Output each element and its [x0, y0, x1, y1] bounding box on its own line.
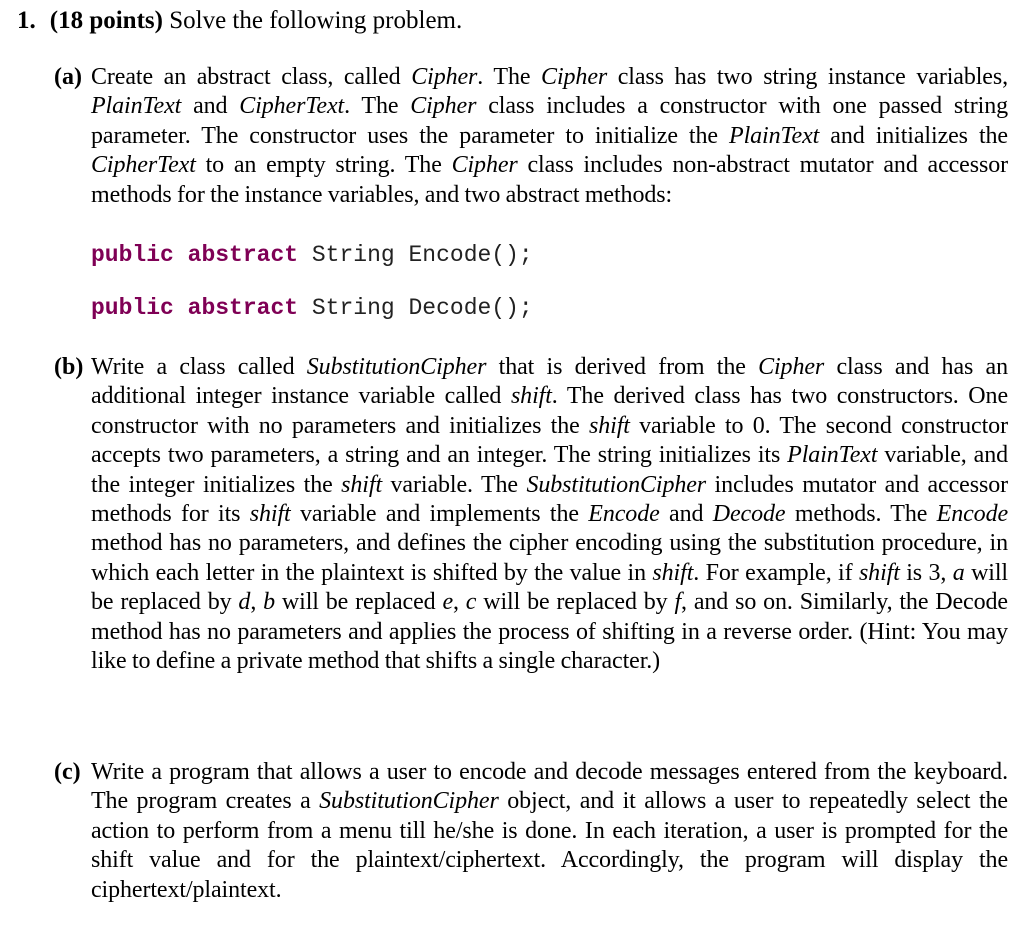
question-points: (18 points) — [49, 7, 163, 34]
part-a-text: Create an abstract class, called Cipher. The Cipher class has two string instance variables, PlainText and CipherText. The Cipher class includes a constructor with one passed string parameter. The constructor uses the parameter to initialize the PlainText and initializes the CipherText to an empty string. The Cipher class includes non-abstract mutator and accessor methods for the instance variables, and two abstract methods: — [91, 64, 1009, 208]
part-c-text: Write a program that allows a user to encode and decode messages entered from the keyboard. The program creates a SubstitutionCipher object, and it allows a user to repeatedly select the action to perform from a menu till he/she is done. In each iteration, a user is prompted for the shift value and for the plaintext/ciphertext. Accordingly, the program will display the ciphertext/plaintext. — [91, 759, 1008, 903]
question-number: 1. — [17, 7, 36, 34]
question-prompt: Solve the following problem. — [169, 7, 463, 34]
part-b-label: (b) — [54, 354, 84, 380]
part-c-label: (c) — [54, 759, 81, 785]
code-line-encode: public abstract String Encode(); — [91, 242, 533, 268]
part-b-text: Write a class called SubstitutionCipher that is derived from the Cipher class and has an additional integer instance variable called shift. The derived class has two constructors. One constructor with no parameters and initializes the shift variable to 0. The second constructor accepts two parameters, a string and an integer. The string initializes its PlainText variable, and the integer initializes the shift variable. The SubstitutionCipher includes mutator and accessor methods for its shift variable and implements the Encode and Decode methods. The Encode method has no parameters, and defines the cipher encoding using the substitution procedure, in which each letter in the plaintext is shifted by the value in shift. For example, if shift is 3, a will be replaced by d, b will be replaced e, c will be replaced by f, and so on. Similarly, the Decode method has no parameters and applies the process of shifting in a reverse order. (Hint: You may like to define a private method that shifts a single character.) — [91, 354, 1009, 675]
question-heading — [17, 4, 462, 38]
part-c — [54, 758, 1008, 905]
code-line-decode: public abstract String Decode(); — [91, 295, 533, 321]
part-a — [54, 63, 1008, 210]
part-a-label: (a) — [54, 64, 82, 90]
part-b — [54, 353, 1008, 676]
